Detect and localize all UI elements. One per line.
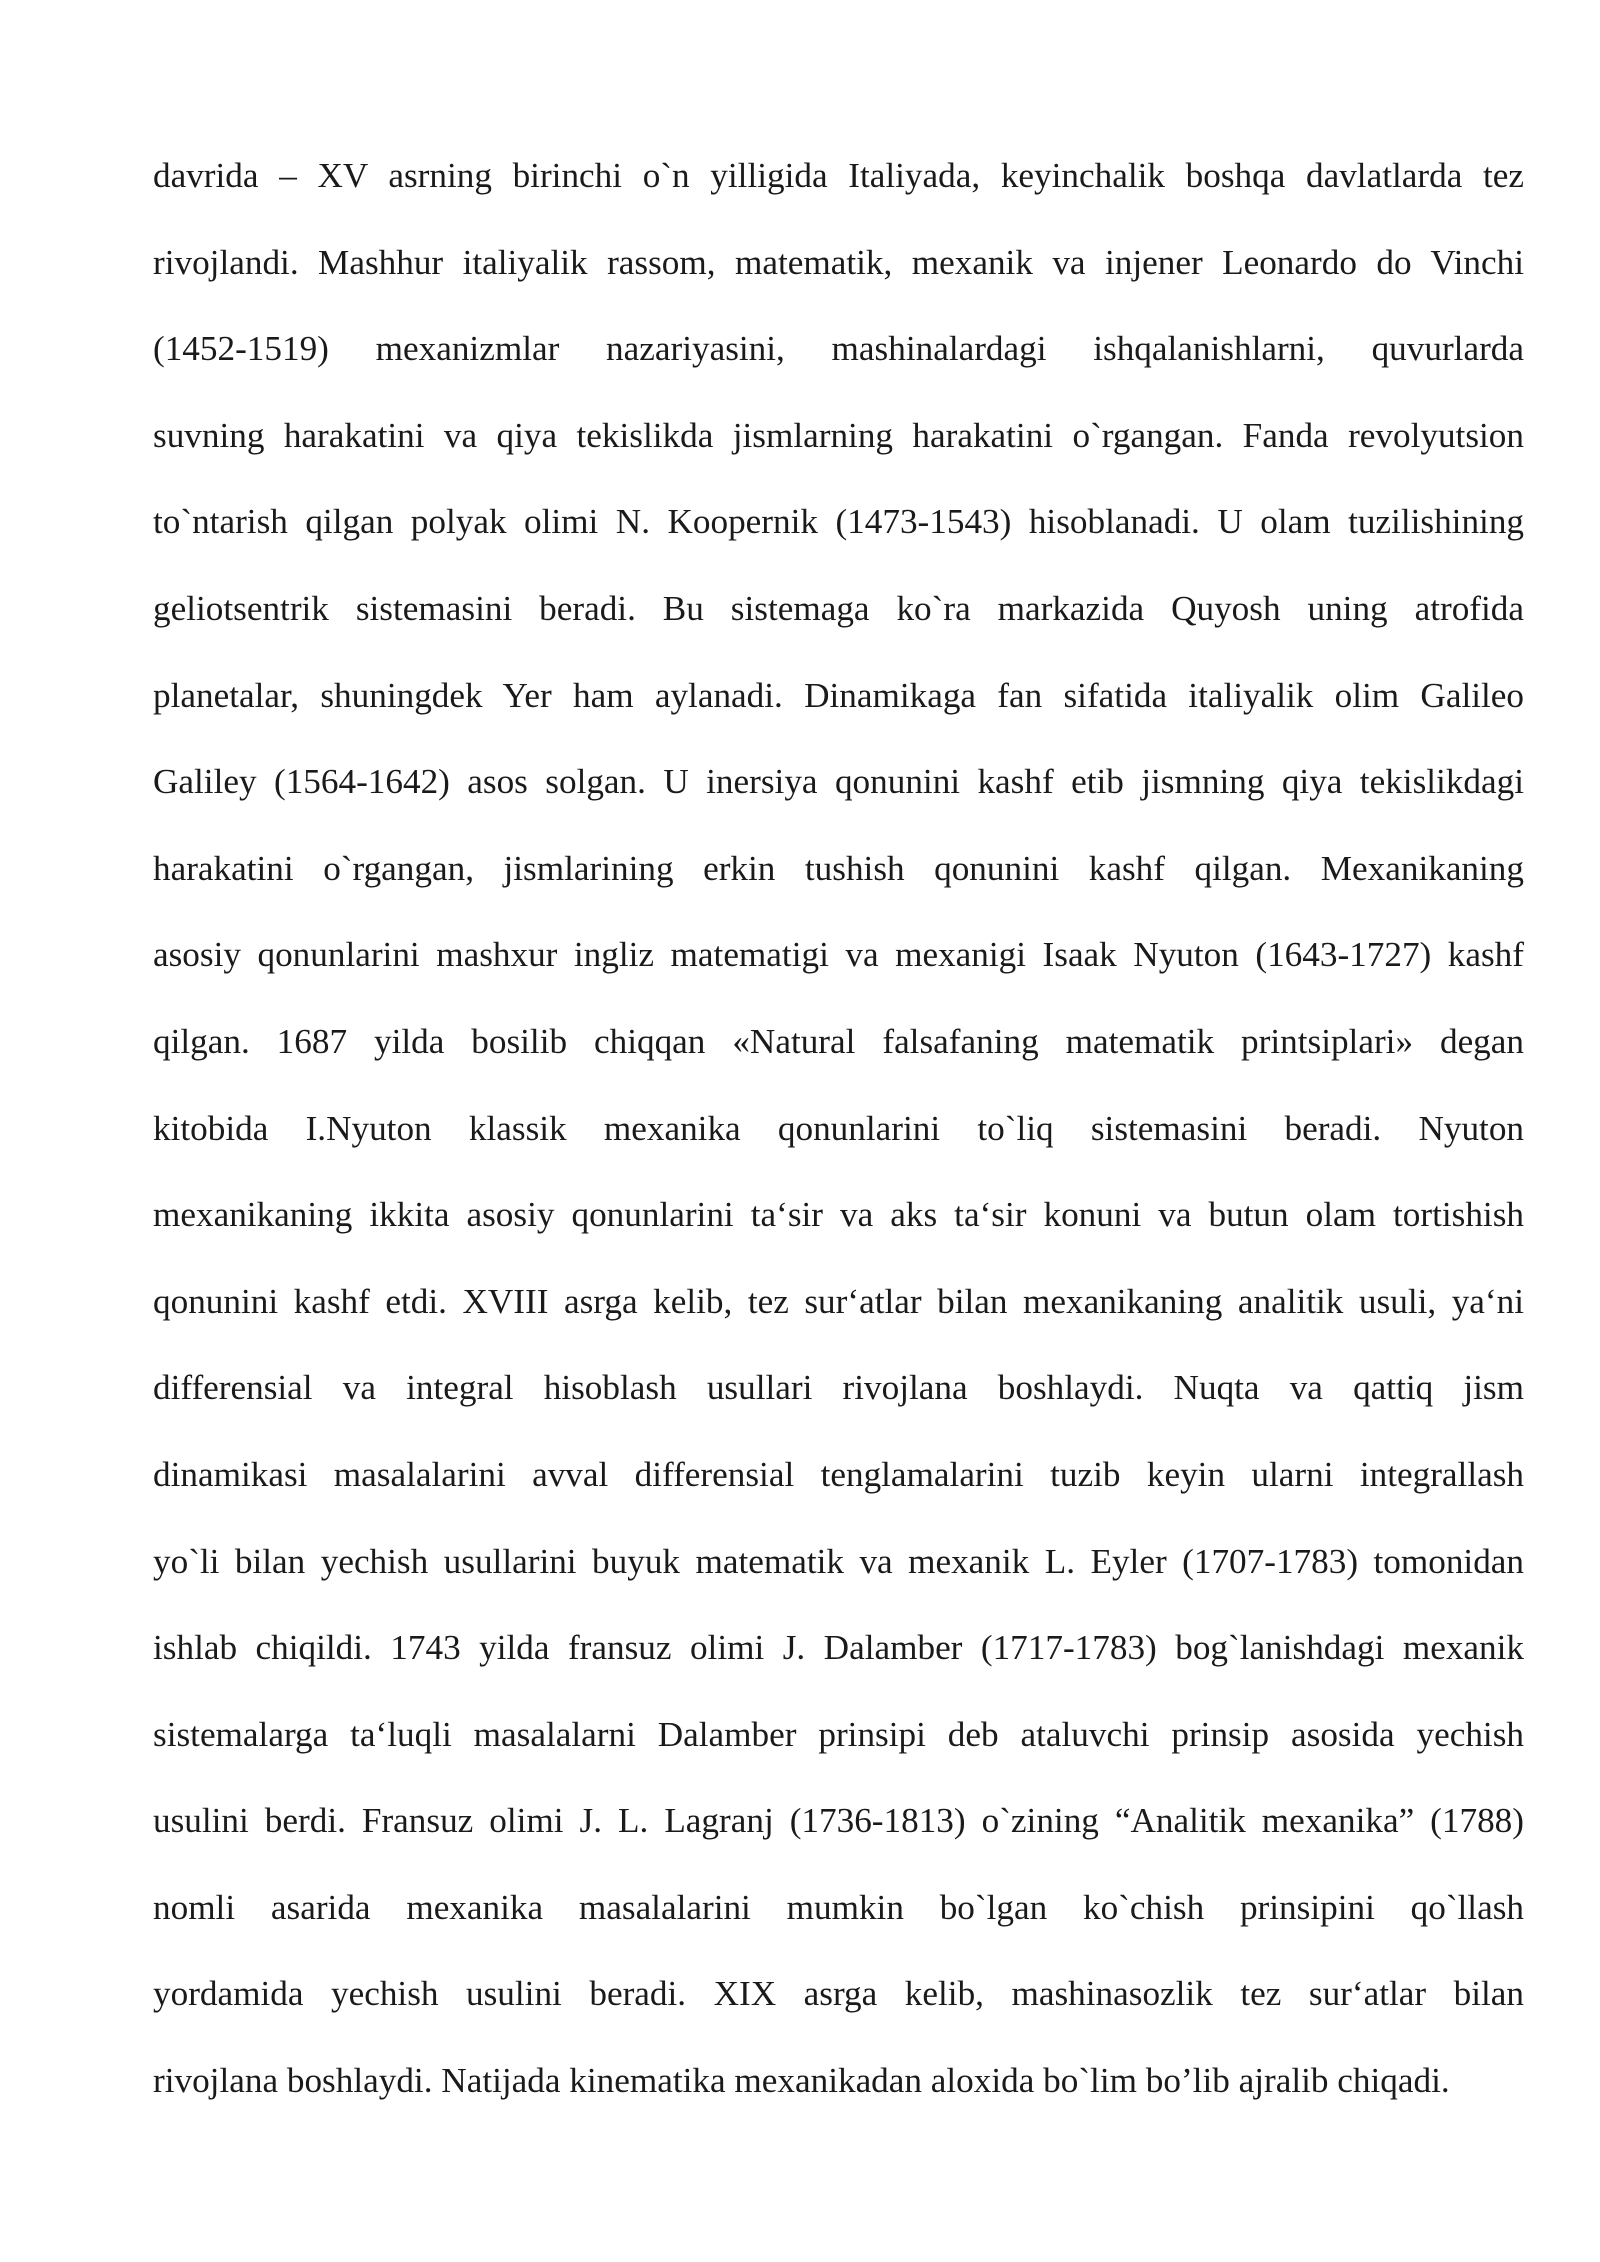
text-line: davrida – XV asrning birinchi o`n yilligida Italiyada, keyinchalik boshqa davlatlarda tez <box>153 156 1524 195</box>
text-line: geliotsentrik sistemasini beradi. Bu sistemaga ko`ra markazida Quyosh uning atrofida <box>153 588 1524 628</box>
text-line: to`ntarish qilgan polyak olimi N. Koopernik (1473-1543) hisoblanadi. U olam tuzilishining <box>153 502 1524 542</box>
text-line: nomli asarida mexanika masalalarini mumkin bo`lgan ko`chish prinsipini qo`llash <box>153 1887 1524 1927</box>
text-line: rivojlana boshlaydi. Natijada kinematika mexanikadan aloxida bo`lim bo’lib ajralib chiqadi. <box>153 2061 1450 2101</box>
text-line: qonunini kashf etdi. XVIII asrga kelib, tez sur‘atlar bilan mexanikaning analitik usuli, ya‘ni <box>153 1281 1524 1321</box>
text-line: sistemalarga ta‘luqli masalalarni Dalamber prinsipi deb ataluvchi prinsip asosida yechish <box>153 1714 1524 1754</box>
text-line: ishlab chiqildi. 1743 yilda fransuz olimi J. Dalamber (1717-1783) bog`lanishdagi mexanik <box>153 1628 1524 1668</box>
text-line: differensial va integral hisoblash usullari rivojlana boshlaydi. Nuqta va qattiq jism <box>153 1368 1524 1408</box>
body-paragraph <box>153 133 1524 2125</box>
text-line: yo`li bilan yechish usullarini buyuk matematik va mexanik L. Eyler (1707-1783) tomonidan <box>153 1541 1524 1581</box>
text-line: (1452-1519) mexanizmlar nazariyasini, mashinalardagi ishqalanishlarni, quvurlarda <box>153 329 1524 369</box>
text-line: mexanikaning ikkita asosiy qonunlarini ta‘sir va aks ta‘sir konuni va butun olam tortishish <box>153 1195 1524 1235</box>
text-line: Galiley (1564-1642) asos solgan. U inersiya qonunini kashf etib jismning qiya tekislikdagi <box>153 762 1524 802</box>
text-line: asosiy qonunlarini mashxur ingliz matematigi va mexanigi Isaak Nyuton (1643-1727) kashf <box>153 935 1524 975</box>
text-line: qilgan. 1687 yilda bosilib chiqqan «Natural falsafaning matematik printsiplari» degan <box>153 1021 1524 1061</box>
text-line: suvning harakatini va qiya tekislikda jismlarning harakatini o`rgangan. Fanda revolyutsion <box>153 415 1524 455</box>
text-line: usulini berdi. Fransuz olimi J. L. Lagranj (1736-1813) o`zining “Analitik mexanika” (1788) <box>153 1801 1524 1841</box>
text-line: harakatini o`rgangan, jismlarining erkin tushish qonunini kashf qilgan. Mexanikaning <box>153 848 1524 888</box>
text-line: dinamikasi masalalarini avval differensial tenglamalarini tuzib keyin ularni integrallash <box>153 1454 1524 1494</box>
text-line: yordamida yechish usulini beradi. XIX asrga kelib, mashinasozlik tez sur‘atlar bilan <box>153 1974 1524 2014</box>
text-line: kitobida I.Nyuton klassik mexanika qonunlarini to`liq sistemasini beradi. Nyuton <box>153 1108 1524 1148</box>
text-line: planetalar, shuningdek Yer ham aylanadi. Dinamikaga fan sifatida italiyalik olim Galileo <box>153 675 1524 715</box>
text-line: rivojlandi. Mashhur italiyalik rassom, matematik, mexanik va injener Leonardo do Vinchi <box>153 242 1524 282</box>
